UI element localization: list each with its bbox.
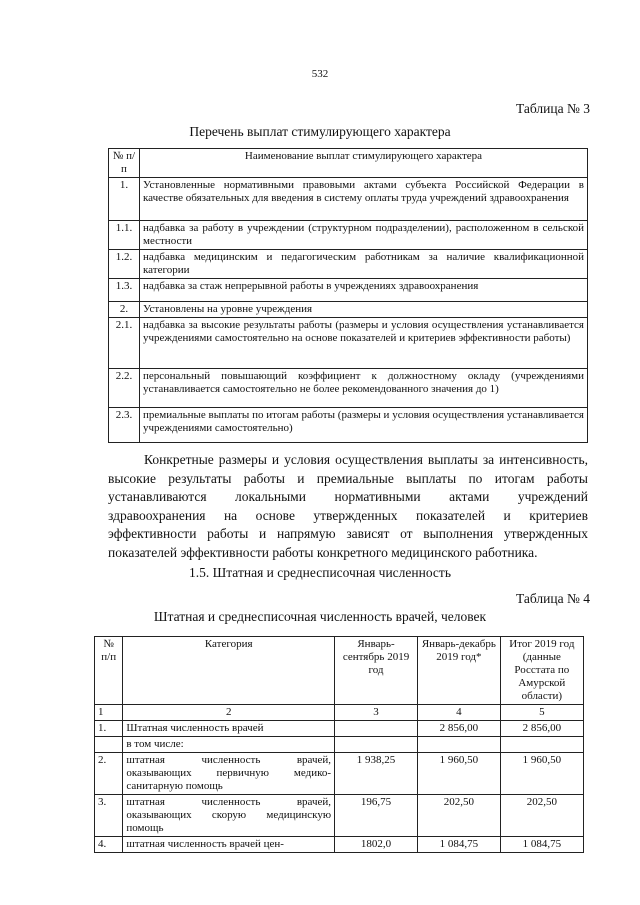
- row-jan-sep: 1 938,25: [335, 753, 418, 795]
- table-header-row: [109, 149, 588, 178]
- row-num: 1.2.: [109, 250, 140, 279]
- table-row: [109, 302, 588, 318]
- page-number: 532: [311, 68, 329, 80]
- row-total: 1 084,75: [500, 837, 583, 853]
- row-num: 4.: [95, 837, 123, 853]
- row-text: Установлены на уровне учреждения: [140, 302, 588, 318]
- header-num: № п/п: [109, 149, 140, 178]
- table-row: [109, 318, 588, 369]
- row-jan-dec: [418, 737, 501, 753]
- table-row: [109, 279, 588, 302]
- row-num: 2.: [95, 753, 123, 795]
- row-total: 202,50: [500, 795, 583, 837]
- section-title: 1.5. Штатная и среднесписочная численность: [189, 565, 451, 580]
- row-jan-sep: [335, 721, 418, 737]
- row-num: 2.1.: [109, 318, 140, 369]
- header-jan-dec: Январь-декабрь 2019 год*: [418, 637, 501, 705]
- row-text: персональный повышающий коэффициент к должностному окладу (учреждениями устанавливается самостоятельно не более рекомендованного значения до 1): [140, 369, 588, 408]
- row-category: штатная численность врачей цен-: [123, 837, 335, 853]
- staff-count-table: [94, 636, 584, 853]
- row-num: [95, 737, 123, 753]
- row-num: 1.: [109, 178, 140, 221]
- row-category: штатная численность врачей, оказывающих первичную медико-санитарную помощь: [123, 753, 335, 795]
- row-num: 1.: [95, 721, 123, 737]
- table-row: [109, 369, 588, 408]
- table4-title: Штатная и среднесписочная численность врачей, человек: [153, 609, 487, 624]
- row-jan-sep: 1802,0: [335, 837, 418, 853]
- row-category: штатная численность врачей, оказывающих скорую медицинскую помощь: [123, 795, 335, 837]
- index-cell: 3: [335, 705, 418, 721]
- row-category: в том числе:: [123, 737, 335, 753]
- row-text: надбавка за работу в учреждении (структурном подразделении), расположенном в сельской местности: [140, 221, 588, 250]
- row-total: 2 856,00: [500, 721, 583, 737]
- row-total: 1 960,50: [500, 753, 583, 795]
- table-row: [109, 178, 588, 221]
- header-name: Наименование выплат стимулирующего характера: [140, 149, 588, 178]
- table-row: [109, 408, 588, 443]
- table-row: [95, 721, 584, 737]
- row-text: премиальные выплаты по итогам работы (размеры и условия осуществления устанавливается учреждениями самостоятельно): [140, 408, 588, 443]
- row-jan-dec: 1 084,75: [418, 837, 501, 853]
- index-cell: 4: [418, 705, 501, 721]
- table4-label: Таблица № 4: [516, 591, 590, 606]
- header-num: № п/п: [95, 637, 123, 705]
- row-text: надбавка за стаж непрерывной работы в учреждениях здравоохранения: [140, 279, 588, 302]
- row-jan-sep: [335, 737, 418, 753]
- table3-title: Перечень выплат стимулирующего характера: [189, 124, 451, 139]
- row-num: 1.1.: [109, 221, 140, 250]
- table-row: [109, 250, 588, 279]
- table-row: [95, 837, 584, 853]
- index-row: [95, 705, 584, 721]
- table3-label: Таблица № 3: [516, 101, 590, 116]
- table-row: [95, 753, 584, 795]
- row-jan-dec: 202,50: [418, 795, 501, 837]
- row-jan-sep: 196,75: [335, 795, 418, 837]
- header-total: Итог 2019 год (данные Росстата по Амурской области): [500, 637, 583, 705]
- row-text: Установленные нормативными правовыми актами субъекта Российской Федерации в качестве обязательных для введения в систему оплаты труда учреждений здравоохранения: [140, 178, 588, 221]
- body-paragraph: Конкретные размеры и условия осуществления выплаты за интенсивность, высокие результаты работы и премиальные выплаты по итогам работы устанавливаются локальными нормативными актами учреждений здравоохранения на основе утвержденных показателей и критериев эффективности работы и напрямую зависят от выполнения утвержденных показателей эффективности работы конкретного медицинского работника.: [108, 452, 588, 560]
- table-row: [95, 795, 584, 837]
- index-cell: 2: [123, 705, 335, 721]
- table-row: [95, 737, 584, 753]
- index-cell: 1: [95, 705, 123, 721]
- row-total: [500, 737, 583, 753]
- table-header-row: [95, 637, 584, 705]
- header-jan-sep: Январь-сентябрь 2019 год: [335, 637, 418, 705]
- row-num: 1.3.: [109, 279, 140, 302]
- row-text: надбавка медицинским и педагогическим работникам за наличие квалификационной категории: [140, 250, 588, 279]
- index-cell: 5: [500, 705, 583, 721]
- row-jan-dec: 2 856,00: [418, 721, 501, 737]
- row-num: 2.2.: [109, 369, 140, 408]
- row-num: 3.: [95, 795, 123, 837]
- row-text: надбавка за высокие результаты работы (размеры и условия осуществления устанавливается учреждениями самостоятельно на основе показателей и критериев эффективности работы): [140, 318, 588, 369]
- row-category: Штатная численность врачей: [123, 721, 335, 737]
- row-jan-dec: 1 960,50: [418, 753, 501, 795]
- row-num: 2.: [109, 302, 140, 318]
- table-row: [109, 221, 588, 250]
- row-num: 2.3.: [109, 408, 140, 443]
- header-category: Категория: [123, 637, 335, 705]
- stimulating-payments-table: [108, 148, 588, 443]
